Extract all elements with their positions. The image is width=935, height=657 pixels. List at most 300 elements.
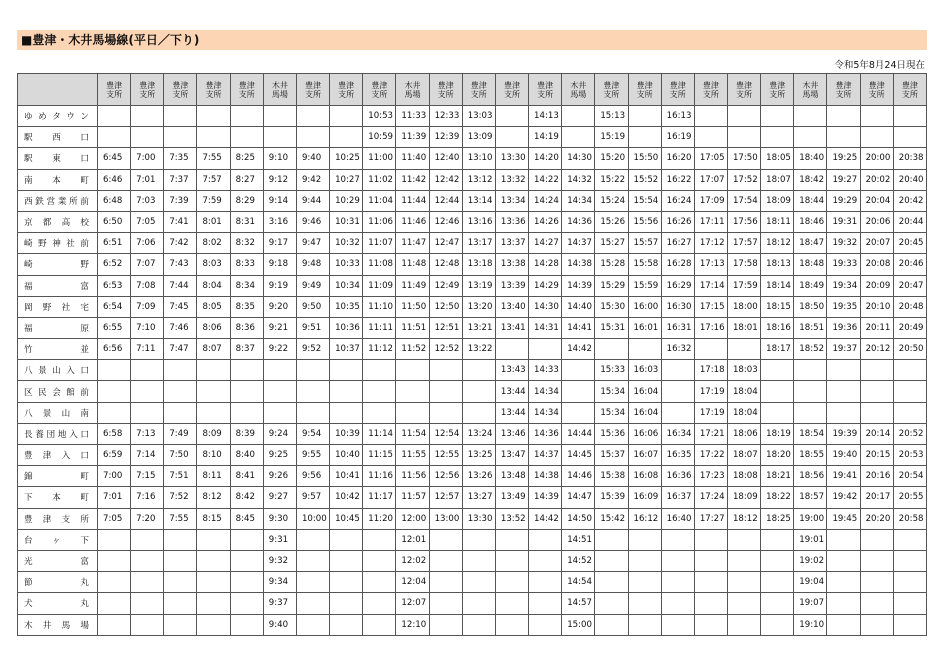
departure-time: 20:06 — [860, 211, 893, 232]
departure-time: 13:25 — [462, 445, 495, 466]
departure-time — [330, 550, 363, 571]
destination-header: 豊津 支所 — [296, 74, 329, 106]
departure-time: 8:03 — [197, 254, 230, 275]
departure-time: 14:30 — [562, 148, 595, 169]
departure-time — [761, 360, 794, 381]
departure-time — [98, 402, 131, 423]
departure-time — [761, 529, 794, 550]
stop-name: 長養団地入口 — [18, 423, 98, 444]
departure-time — [495, 339, 528, 360]
departure-time — [893, 593, 926, 614]
departure-time — [529, 614, 562, 635]
departure-time — [429, 572, 462, 593]
departure-time: 16:19 — [661, 127, 694, 148]
departure-time: 19:32 — [827, 233, 860, 254]
departure-time: 20:02 — [860, 169, 893, 190]
departure-time: 9:20 — [263, 296, 296, 317]
stop-name: 駅西口 — [18, 127, 98, 148]
departure-time — [296, 572, 329, 593]
departure-time: 8:45 — [230, 508, 263, 529]
departure-time: 19:33 — [827, 254, 860, 275]
departure-time: 7:05 — [131, 211, 164, 232]
departure-time — [827, 593, 860, 614]
departure-time — [330, 106, 363, 127]
departure-time: 15:54 — [628, 190, 661, 211]
departure-time — [164, 106, 197, 127]
departure-time: 9:40 — [263, 614, 296, 635]
departure-time — [860, 550, 893, 571]
destination-header: 豊津 支所 — [827, 74, 860, 106]
departure-time: 15:36 — [595, 423, 628, 444]
departure-time: 13:32 — [495, 169, 528, 190]
departure-time: 14:54 — [562, 572, 595, 593]
departure-time: 11:50 — [396, 296, 429, 317]
departure-time: 14:24 — [529, 190, 562, 211]
departure-time: 12:55 — [429, 445, 462, 466]
departure-time: 7:09 — [131, 296, 164, 317]
departure-time: 11:48 — [396, 254, 429, 275]
departure-time — [529, 572, 562, 593]
departure-time: 14:13 — [529, 106, 562, 127]
departure-time: 12:51 — [429, 317, 462, 338]
departure-time: 17:13 — [694, 254, 727, 275]
departure-time: 8:39 — [230, 423, 263, 444]
departure-time — [694, 572, 727, 593]
departure-time: 7:01 — [131, 169, 164, 190]
departure-time: 12:44 — [429, 190, 462, 211]
departure-time: 15:59 — [628, 275, 661, 296]
departure-time: 15:37 — [595, 445, 628, 466]
departure-time: 11:49 — [396, 275, 429, 296]
departure-time — [230, 572, 263, 593]
departure-time: 11:02 — [363, 169, 396, 190]
departure-time: 13:17 — [462, 233, 495, 254]
departure-time: 13:03 — [462, 106, 495, 127]
departure-time: 9:40 — [296, 148, 329, 169]
departure-time — [893, 381, 926, 402]
departure-time: 11:55 — [396, 445, 429, 466]
departure-time: 17:27 — [694, 508, 727, 529]
departure-time — [860, 572, 893, 593]
departure-time — [164, 593, 197, 614]
departure-time — [529, 550, 562, 571]
departure-time: 17:14 — [694, 275, 727, 296]
departure-time: 16:04 — [628, 402, 661, 423]
departure-time: 18:48 — [794, 254, 827, 275]
departure-time: 10:33 — [330, 254, 363, 275]
departure-time — [396, 381, 429, 402]
stop-name: 福富 — [18, 275, 98, 296]
departure-time — [164, 402, 197, 423]
stop-name: 崎野神社前 — [18, 233, 98, 254]
departure-time: 19:02 — [794, 550, 827, 571]
departure-time — [661, 614, 694, 635]
departure-time — [628, 572, 661, 593]
departure-time: 17:19 — [694, 402, 727, 423]
departure-time: 8:07 — [197, 339, 230, 360]
departure-time: 6:48 — [98, 190, 131, 211]
departure-time: 20:20 — [860, 508, 893, 529]
departure-time — [595, 339, 628, 360]
departure-time — [694, 614, 727, 635]
departure-time — [860, 381, 893, 402]
departure-time: 15:20 — [595, 148, 628, 169]
departure-time: 7:08 — [131, 275, 164, 296]
departure-time: 18:50 — [794, 296, 827, 317]
departure-time: 12:50 — [429, 296, 462, 317]
table-row — [18, 211, 927, 232]
departure-time: 14:19 — [529, 127, 562, 148]
departure-time: 15:39 — [595, 487, 628, 508]
departure-time: 13:37 — [495, 233, 528, 254]
departure-time: 16:00 — [628, 296, 661, 317]
departure-time: 13:24 — [462, 423, 495, 444]
departure-time: 9:19 — [263, 275, 296, 296]
stop-name: 駅東口 — [18, 148, 98, 169]
departure-time — [164, 550, 197, 571]
departure-time — [462, 529, 495, 550]
departure-time: 6:51 — [98, 233, 131, 254]
departure-time: 16:22 — [661, 169, 694, 190]
departure-time — [495, 614, 528, 635]
departure-time: 15:58 — [628, 254, 661, 275]
departure-time: 15:33 — [595, 360, 628, 381]
departure-time: 9:21 — [263, 317, 296, 338]
table-row — [18, 423, 927, 444]
departure-time: 14:39 — [529, 487, 562, 508]
departure-time: 9:22 — [263, 339, 296, 360]
stop-name: 崎野 — [18, 254, 98, 275]
departure-time: 16:04 — [628, 381, 661, 402]
departure-time: 14:34 — [529, 402, 562, 423]
departure-time: 14:46 — [562, 466, 595, 487]
departure-time: 12:42 — [429, 169, 462, 190]
departure-time: 18:12 — [727, 508, 760, 529]
departure-time: 17:50 — [727, 148, 760, 169]
departure-time: 9:47 — [296, 233, 329, 254]
table-row — [18, 275, 927, 296]
departure-time: 19:37 — [827, 339, 860, 360]
departure-time — [727, 106, 760, 127]
departure-time — [230, 360, 263, 381]
departure-time — [429, 614, 462, 635]
departure-time — [529, 529, 562, 550]
departure-time: 20:40 — [893, 169, 926, 190]
departure-time: 7:05 — [98, 508, 131, 529]
departure-time — [164, 381, 197, 402]
table-row — [18, 593, 927, 614]
departure-time: 11:56 — [396, 466, 429, 487]
departure-time: 14:26 — [529, 211, 562, 232]
table-row — [18, 508, 927, 529]
departure-time: 8:11 — [197, 466, 230, 487]
departure-time: 11:33 — [396, 106, 429, 127]
departure-time: 10:34 — [330, 275, 363, 296]
departure-time: 15:26 — [595, 211, 628, 232]
departure-time: 16:08 — [628, 466, 661, 487]
table-row — [18, 614, 927, 635]
departure-time: 7:55 — [164, 508, 197, 529]
departure-time: 20:44 — [893, 211, 926, 232]
departure-time: 10:40 — [330, 445, 363, 466]
stop-name: 八景山南 — [18, 402, 98, 423]
departure-time: 8:41 — [230, 466, 263, 487]
departure-time — [860, 360, 893, 381]
departure-time: 15:34 — [595, 381, 628, 402]
departure-time: 10:31 — [330, 211, 363, 232]
departure-time: 11:46 — [396, 211, 429, 232]
departure-time: 15:50 — [628, 148, 661, 169]
destination-header: 木井 馬場 — [263, 74, 296, 106]
departure-time: 6:52 — [98, 254, 131, 275]
departure-time — [197, 381, 230, 402]
departure-time — [694, 593, 727, 614]
departure-time: 20:42 — [893, 190, 926, 211]
departure-time: 13:41 — [495, 317, 528, 338]
departure-time: 13:30 — [495, 148, 528, 169]
destination-header: 木井 馬場 — [396, 74, 429, 106]
departure-time: 20:17 — [860, 487, 893, 508]
departure-time: 20:10 — [860, 296, 893, 317]
departure-time: 9:48 — [296, 254, 329, 275]
departure-time: 8:12 — [197, 487, 230, 508]
departure-time: 9:30 — [263, 508, 296, 529]
departure-time: 15:31 — [595, 317, 628, 338]
departure-time: 9:54 — [296, 423, 329, 444]
departure-time: 20:49 — [893, 317, 926, 338]
departure-time: 20:52 — [893, 423, 926, 444]
departure-time: 18:03 — [727, 360, 760, 381]
departure-time: 18:25 — [761, 508, 794, 529]
departure-time: 17:07 — [694, 169, 727, 190]
departure-time: 10:42 — [330, 487, 363, 508]
departure-time — [462, 360, 495, 381]
departure-time — [628, 614, 661, 635]
departure-time — [197, 106, 230, 127]
departure-time — [694, 550, 727, 571]
table-row — [18, 550, 927, 571]
departure-time: 18:14 — [761, 275, 794, 296]
departure-time: 18:56 — [794, 466, 827, 487]
departure-time: 20:07 — [860, 233, 893, 254]
departure-time: 8:04 — [197, 275, 230, 296]
departure-time — [330, 593, 363, 614]
departure-time: 7:13 — [131, 423, 164, 444]
departure-time: 18:42 — [794, 169, 827, 190]
departure-time: 11:47 — [396, 233, 429, 254]
departure-time: 7:20 — [131, 508, 164, 529]
departure-time: 6:54 — [98, 296, 131, 317]
departure-time: 18:54 — [794, 423, 827, 444]
departure-time: 9:52 — [296, 339, 329, 360]
departure-time: 8:05 — [197, 296, 230, 317]
departure-time: 6:55 — [98, 317, 131, 338]
departure-time: 20:54 — [893, 466, 926, 487]
departure-time — [330, 127, 363, 148]
departure-time: 15:34 — [595, 402, 628, 423]
departure-time — [860, 106, 893, 127]
destination-header: 豊津 支所 — [529, 74, 562, 106]
departure-time: 7:37 — [164, 169, 197, 190]
departure-time — [794, 360, 827, 381]
destination-header: 豊津 支所 — [363, 74, 396, 106]
departure-time: 14:31 — [529, 317, 562, 338]
departure-time: 16:12 — [628, 508, 661, 529]
departure-time: 18:16 — [761, 317, 794, 338]
departure-time — [230, 127, 263, 148]
departure-time: 11:14 — [363, 423, 396, 444]
departure-time: 10:32 — [330, 233, 363, 254]
departure-time: 14:34 — [529, 381, 562, 402]
stop-name: 錦町 — [18, 466, 98, 487]
departure-time: 16:09 — [628, 487, 661, 508]
departure-time: 13:34 — [495, 190, 528, 211]
departure-time: 14:47 — [562, 487, 595, 508]
departure-time — [197, 127, 230, 148]
departure-time — [197, 360, 230, 381]
departure-time: 18:06 — [727, 423, 760, 444]
departure-time: 13:44 — [495, 402, 528, 423]
departure-time — [197, 550, 230, 571]
departure-time: 20:58 — [893, 508, 926, 529]
departure-time — [429, 529, 462, 550]
departure-time: 10:27 — [330, 169, 363, 190]
departure-time: 11:57 — [396, 487, 429, 508]
departure-time: 13:36 — [495, 211, 528, 232]
departure-time: 13:16 — [462, 211, 495, 232]
departure-time: 6:59 — [98, 445, 131, 466]
departure-time: 18:09 — [761, 190, 794, 211]
departure-time — [131, 402, 164, 423]
departure-time: 18:44 — [794, 190, 827, 211]
departure-time: 9:37 — [263, 593, 296, 614]
departure-time: 14:52 — [562, 550, 595, 571]
departure-time: 15:52 — [628, 169, 661, 190]
departure-time: 18:57 — [794, 487, 827, 508]
departure-time: 16:35 — [661, 445, 694, 466]
departure-time: 8:01 — [197, 211, 230, 232]
departure-time — [363, 614, 396, 635]
departure-time: 7:39 — [164, 190, 197, 211]
departure-time: 19:04 — [794, 572, 827, 593]
departure-time — [562, 127, 595, 148]
departure-time: 19:00 — [794, 508, 827, 529]
departure-time — [429, 550, 462, 571]
table-row — [18, 106, 927, 127]
departure-time — [827, 106, 860, 127]
stop-name: 節丸 — [18, 572, 98, 593]
departure-time: 14:37 — [529, 445, 562, 466]
departure-time: 18:22 — [761, 487, 794, 508]
departure-time — [827, 614, 860, 635]
departure-time: 16:40 — [661, 508, 694, 529]
departure-time: 18:52 — [794, 339, 827, 360]
departure-time: 9:18 — [263, 254, 296, 275]
departure-time: 18:04 — [727, 381, 760, 402]
departure-time: 8:27 — [230, 169, 263, 190]
departure-time — [462, 402, 495, 423]
departure-time — [462, 593, 495, 614]
departure-time: 9:10 — [263, 148, 296, 169]
departure-time — [164, 614, 197, 635]
departure-time — [230, 381, 263, 402]
destination-header: 木井 馬場 — [794, 74, 827, 106]
departure-time — [230, 106, 263, 127]
departure-time: 14:27 — [529, 233, 562, 254]
timetable — [17, 73, 927, 636]
destination-header: 豊津 支所 — [429, 74, 462, 106]
departure-time — [462, 572, 495, 593]
departure-time: 17:15 — [694, 296, 727, 317]
departure-time — [197, 593, 230, 614]
departure-time: 13:00 — [429, 508, 462, 529]
departure-time: 18:51 — [794, 317, 827, 338]
departure-time — [495, 550, 528, 571]
departure-time: 11:42 — [396, 169, 429, 190]
timetable-title: ■豊津・木井馬場線(平日／下り) — [17, 30, 927, 50]
departure-time: 10:39 — [330, 423, 363, 444]
departure-time: 11:15 — [363, 445, 396, 466]
departure-time: 17:22 — [694, 445, 727, 466]
table-row — [18, 360, 927, 381]
departure-time: 16:32 — [661, 339, 694, 360]
departure-time: 17:18 — [694, 360, 727, 381]
departure-time: 11:51 — [396, 317, 429, 338]
departure-time — [164, 529, 197, 550]
departure-time: 9:34 — [263, 572, 296, 593]
departure-time — [197, 572, 230, 593]
departure-time — [893, 529, 926, 550]
departure-time: 15:19 — [595, 127, 628, 148]
departure-time: 10:25 — [330, 148, 363, 169]
table-row — [18, 233, 927, 254]
departure-time: 14:29 — [529, 275, 562, 296]
departure-time: 15:30 — [595, 296, 628, 317]
departure-time: 13:18 — [462, 254, 495, 275]
departure-time: 19:42 — [827, 487, 860, 508]
departure-time: 7:52 — [164, 487, 197, 508]
departure-time — [131, 572, 164, 593]
departure-time: 19:41 — [827, 466, 860, 487]
departure-time — [562, 381, 595, 402]
departure-time: 13:47 — [495, 445, 528, 466]
departure-time — [363, 381, 396, 402]
departure-time: 20:04 — [860, 190, 893, 211]
departure-time: 18:20 — [761, 445, 794, 466]
departure-time — [197, 614, 230, 635]
departure-time — [562, 360, 595, 381]
departure-time: 13:19 — [462, 275, 495, 296]
departure-time: 14:36 — [529, 423, 562, 444]
departure-time — [827, 402, 860, 423]
departure-time: 17:52 — [727, 169, 760, 190]
table-row — [18, 317, 927, 338]
departure-time: 19:36 — [827, 317, 860, 338]
departure-time — [363, 572, 396, 593]
departure-time — [628, 339, 661, 360]
departure-time — [893, 360, 926, 381]
departure-time: 18:07 — [761, 169, 794, 190]
destination-header: 豊津 支所 — [694, 74, 727, 106]
departure-time: 7:51 — [164, 466, 197, 487]
departure-time — [98, 381, 131, 402]
departure-time: 9:49 — [296, 275, 329, 296]
departure-time — [363, 529, 396, 550]
table-row — [18, 572, 927, 593]
departure-time: 3:16 — [263, 211, 296, 232]
departure-time: 7:45 — [164, 296, 197, 317]
departure-time: 7:43 — [164, 254, 197, 275]
